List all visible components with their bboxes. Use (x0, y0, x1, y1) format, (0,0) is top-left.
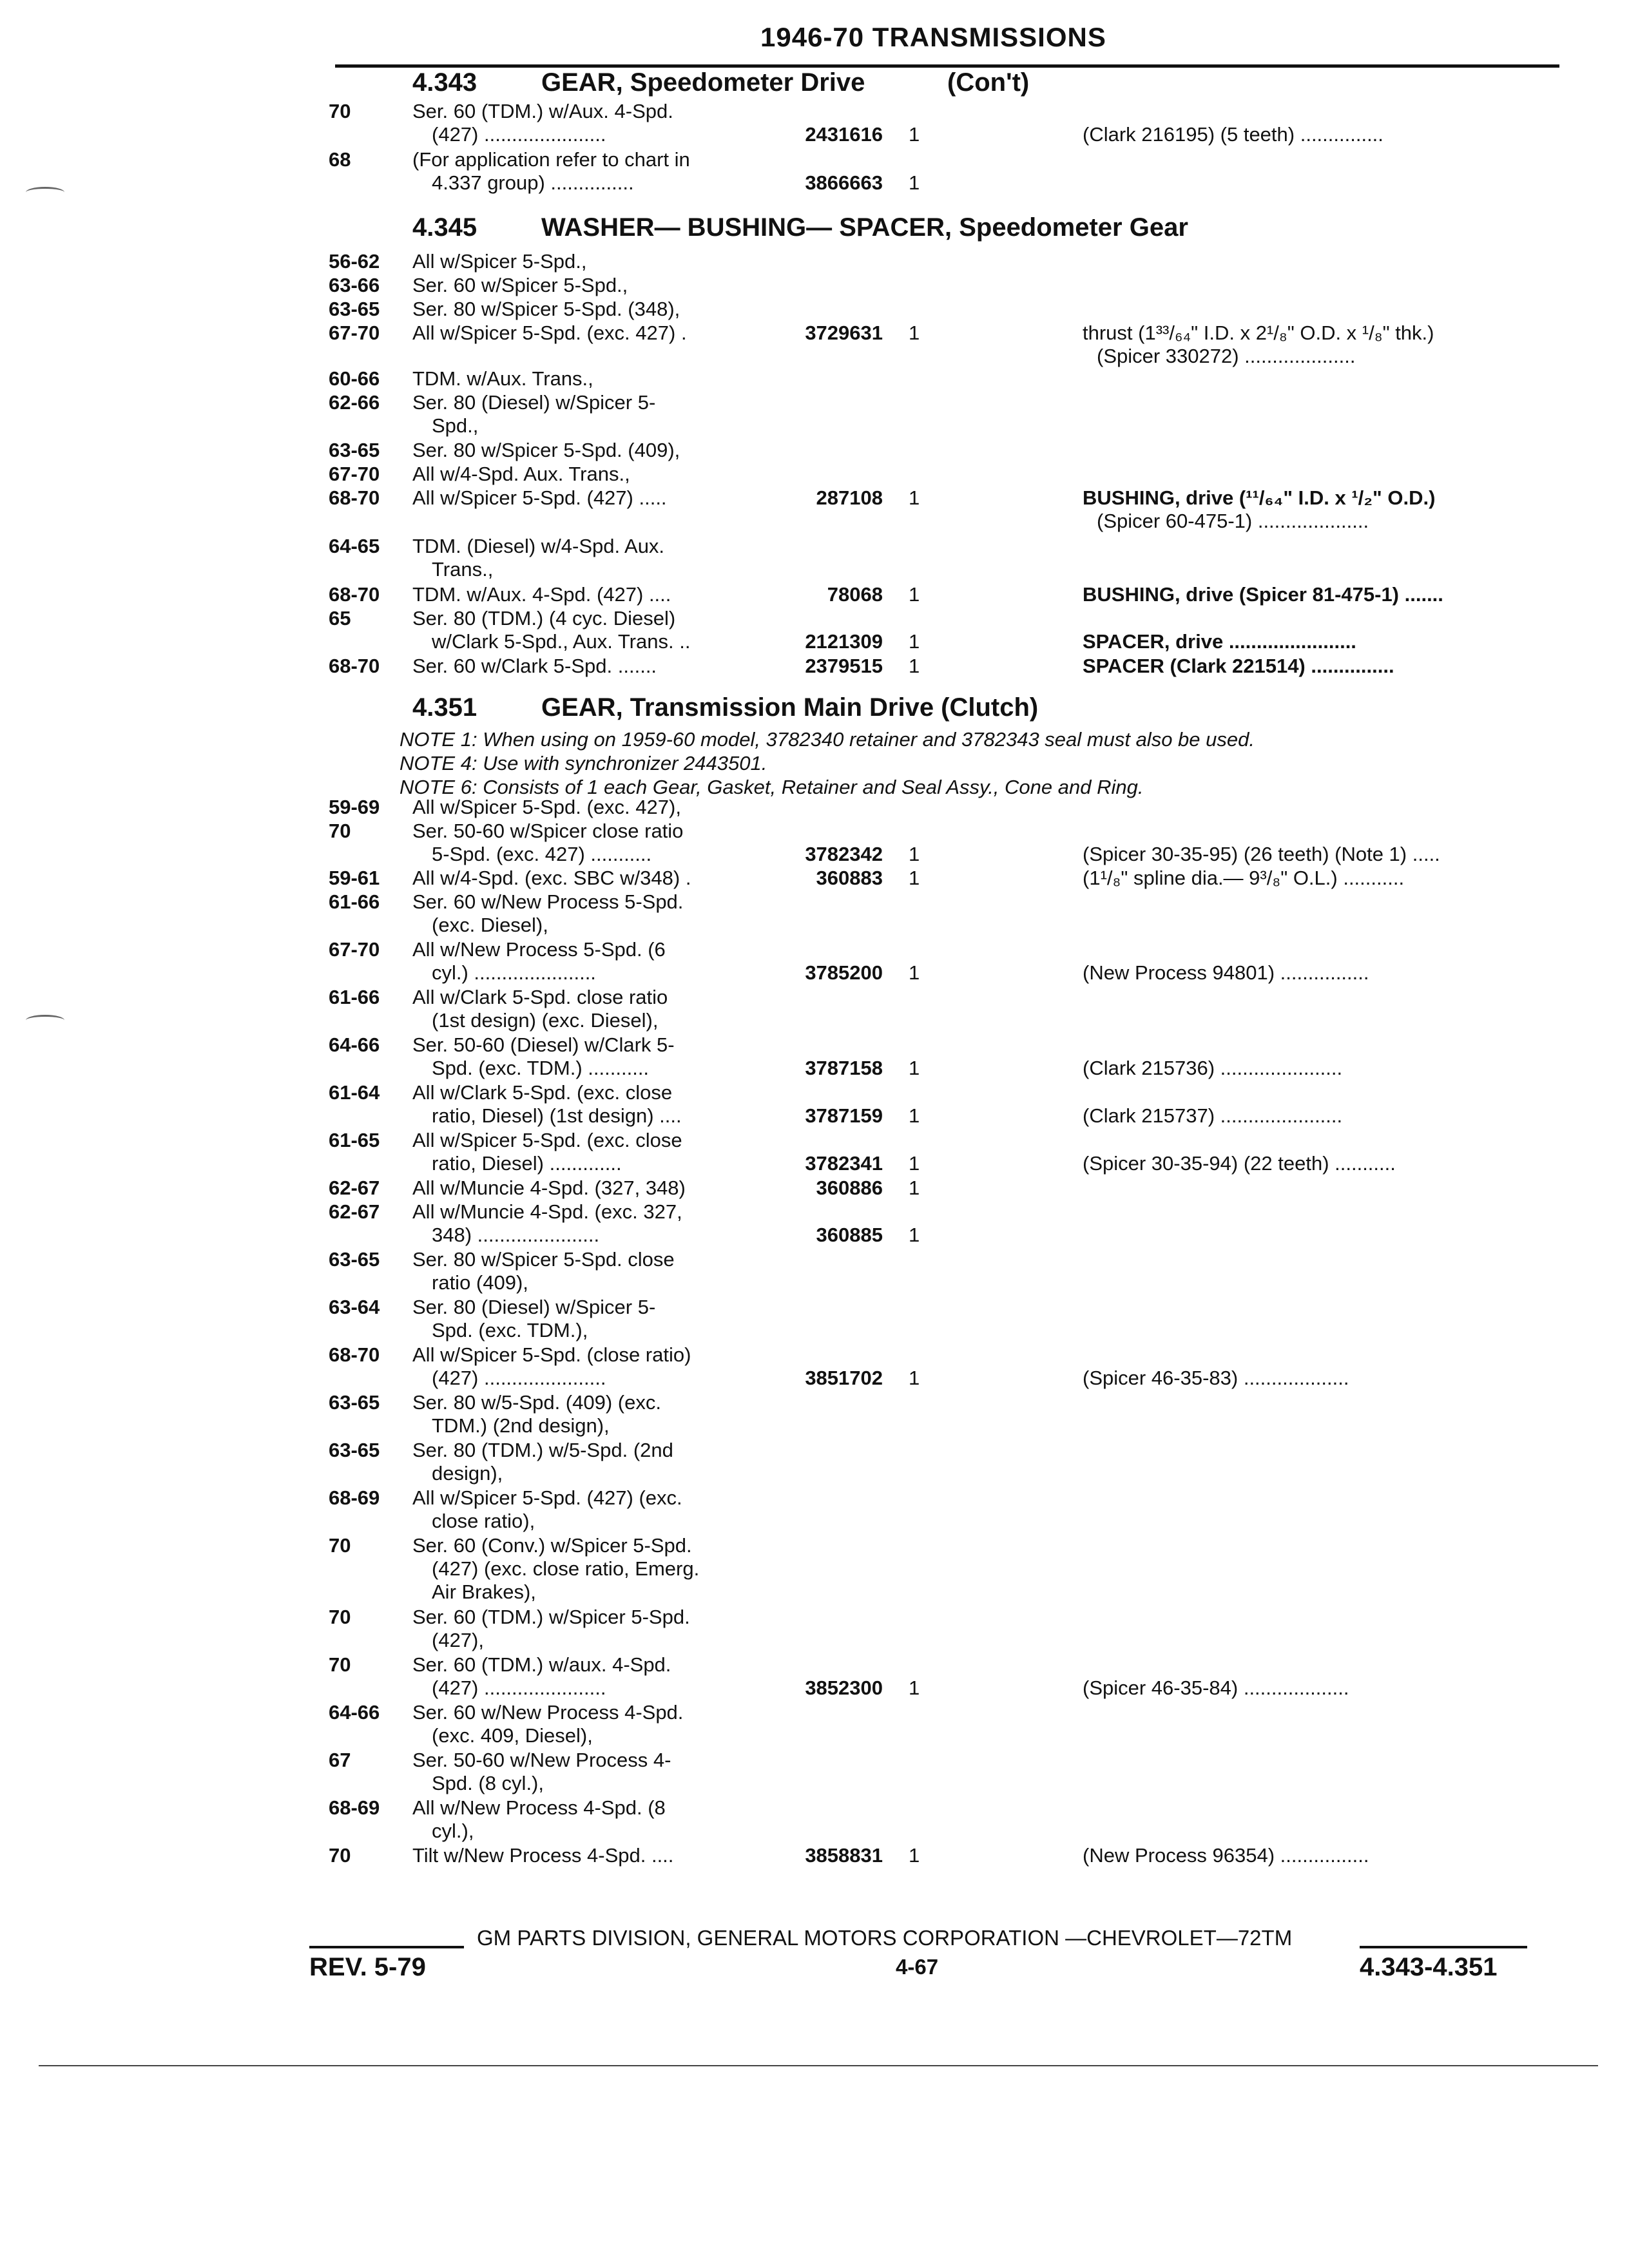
part-number: 360885 (816, 1224, 883, 1246)
part-number: 2379515 (805, 655, 883, 677)
application-description (412, 1701, 760, 1747)
quantity: 1 (909, 1844, 920, 1867)
model-years: 68-69 (329, 1796, 380, 1819)
description-line: All w/4-Spd. Aux. Trans., (412, 463, 630, 485)
model-years: 63-64 (329, 1296, 380, 1318)
description-line: (427) ...................... (432, 123, 606, 146)
footer-page-number: 4-67 (896, 1955, 939, 1979)
model-years: 56-62 (329, 250, 380, 273)
description-line: All w/Muncie 4-Spd. (327, 348) (412, 1177, 686, 1199)
remarks-line: (Spicer 30-35-94) (22 teeth) ........... (1083, 1152, 1396, 1175)
remarks-line: SPACER, drive ....................... (1083, 630, 1356, 653)
description-line: cyl.), (432, 1820, 474, 1842)
description-line: Ser. 50-60 (Diesel) w/Clark 5- (412, 1033, 675, 1056)
application-description (412, 867, 760, 890)
quantity: 1 (909, 1152, 920, 1175)
remarks-line: (Spicer 60-475-1) .................... (1097, 510, 1369, 532)
model-years: 68-70 (329, 583, 380, 606)
model-years: 60-66 (329, 367, 380, 390)
model-years: 68-70 (329, 1343, 380, 1366)
description-line: Ser. 60 (TDM.) w/Aux. 4-Spd. (412, 100, 673, 122)
remarks (1083, 1152, 1553, 1175)
description-line: Ser. 80 w/5-Spd. (409) (exc. (412, 1391, 661, 1414)
remarks-line: (New Process 96354) ................ (1083, 1844, 1369, 1867)
description-line: Spd. (exc. TDM.), (432, 1319, 588, 1341)
model-years: 70 (329, 1534, 351, 1557)
remarks (1083, 322, 1553, 368)
description-line: Trans., (432, 558, 494, 581)
description-line: All w/New Process 5-Spd. (6 (412, 938, 666, 961)
note-4: NOTE 4: Use with synchronizer 2443501. (400, 752, 767, 774)
model-years: 63-65 (329, 298, 380, 320)
part-number: 287108 (816, 486, 883, 509)
model-years: 67-70 (329, 322, 380, 344)
model-years: 67 (329, 1749, 351, 1771)
application-description (412, 367, 760, 390)
quantity: 1 (909, 961, 920, 984)
section-title: WASHER— BUSHING— SPACER, Speedometer Gear (541, 213, 1188, 242)
remarks-line: thrust (1³³/₆₄" I.D. x 2¹/₈" O.D. x ¹/₈" thk.) (1083, 322, 1434, 344)
application-description (412, 1439, 760, 1485)
model-years: 63-65 (329, 1248, 380, 1271)
application-description (412, 535, 760, 581)
application-description (412, 820, 760, 866)
bottom-edge-line (39, 2065, 1598, 2066)
model-years: 63-65 (329, 1439, 380, 1461)
description-line: Ser. 50-60 w/Spicer close ratio (412, 820, 684, 842)
part-number: 3785200 (805, 961, 883, 984)
remarks-line: BUSHING, drive (¹¹/₆₄" I.D. x ¹/₂" O.D.) (1083, 486, 1436, 509)
remarks (1083, 630, 1553, 653)
note-1: NOTE 1: When using on 1959-60 model, 3782340 retainer and 3782343 seal must also be used. (400, 728, 1255, 751)
remarks (1083, 123, 1553, 146)
quantity: 1 (909, 630, 920, 653)
remarks-line: (Spicer 30-35-95) (26 teeth) (Note 1) ..... (1083, 843, 1440, 865)
application-description (412, 486, 760, 510)
application-description (412, 1844, 760, 1867)
description-line: Ser. 60 w/Clark 5-Spd. ....... (412, 655, 657, 677)
remarks-line: (Spicer 46-35-83) ................... (1083, 1367, 1349, 1389)
description-line: w/Clark 5-Spd., Aux. Trans. .. (432, 630, 691, 653)
description-line: All w/Spicer 5-Spd. (close ratio) (412, 1343, 691, 1366)
model-years: 68-70 (329, 655, 380, 677)
part-number: 3851702 (805, 1367, 883, 1389)
quantity: 1 (909, 867, 920, 889)
model-years: 67-70 (329, 938, 380, 961)
description-line: 348) ...................... (432, 1224, 600, 1246)
part-number: 3782341 (805, 1152, 883, 1175)
quantity: 1 (909, 171, 920, 194)
model-years: 64-66 (329, 1033, 380, 1056)
description-line: All w/Spicer 5-Spd. (exc. close (412, 1129, 682, 1151)
application-description (412, 1248, 760, 1294)
remarks (1083, 583, 1553, 606)
quantity: 1 (909, 322, 920, 344)
remarks (1083, 867, 1553, 890)
application-description (412, 655, 760, 678)
model-years: 61-65 (329, 1129, 380, 1151)
part-number: 360883 (816, 867, 883, 889)
description-line: TDM. w/Aux. Trans., (412, 367, 593, 390)
model-years: 64-65 (329, 535, 380, 557)
quantity: 1 (909, 1057, 920, 1079)
description-line: Air Brakes), (432, 1581, 536, 1603)
model-years: 59-69 (329, 796, 380, 818)
description-line: (For application refer to chart in (412, 148, 690, 171)
section-title: GEAR, Transmission Main Drive (Clutch) (541, 693, 1039, 722)
remarks (1083, 1104, 1553, 1128)
application-description (412, 1534, 760, 1604)
section-title: GEAR, Speedometer Drive (541, 68, 865, 97)
description-line: TDM. (Diesel) w/4-Spd. Aux. (412, 535, 665, 557)
description-line: Tilt w/New Process 4-Spd. .... (412, 1844, 674, 1867)
description-line: 4.337 group) ............... (432, 171, 634, 194)
description-line: TDM.) (2nd design), (432, 1414, 610, 1437)
description-line: (427) ...................... (432, 1367, 606, 1389)
application-description (412, 1796, 760, 1843)
description-line: All w/Clark 5-Spd. (exc. close (412, 1081, 673, 1104)
application-description (412, 391, 760, 437)
application-description (412, 463, 760, 486)
description-line: Ser. 80 w/Spicer 5-Spd. (348), (412, 298, 680, 320)
application-description (412, 1081, 760, 1128)
quantity: 1 (909, 1677, 920, 1699)
page-header-title: 1946-70 TRANSMISSIONS (760, 22, 1106, 52)
description-line: All w/Clark 5-Spd. close ratio (412, 986, 668, 1008)
notes-block (400, 728, 1255, 800)
description-line: Ser. 60 (Conv.) w/Spicer 5-Spd. (412, 1534, 692, 1557)
application-description (412, 298, 760, 321)
remarks (1083, 1844, 1553, 1867)
model-years: 68 (329, 148, 351, 171)
application-description (412, 1129, 760, 1175)
description-line: (1st design) (exc. Diesel), (432, 1009, 659, 1032)
description-line: cyl.) ...................... (432, 961, 596, 984)
application-description (412, 1200, 760, 1247)
application-description (412, 1343, 760, 1390)
model-years: 70 (329, 1653, 351, 1676)
application-description (412, 1749, 760, 1795)
quantity: 1 (909, 486, 920, 509)
description-line: All w/4-Spd. (exc. SBC w/348) . (412, 867, 691, 889)
application-description (412, 274, 760, 297)
part-number: 3866663 (805, 171, 883, 194)
description-line: Ser. 60 w/New Process 4-Spd. (412, 1701, 684, 1724)
application-description (412, 148, 760, 195)
description-line: Ser. 80 w/Spicer 5-Spd. close (412, 1248, 675, 1271)
application-description (412, 986, 760, 1032)
description-line: ratio, Diesel) ............. (432, 1152, 622, 1175)
part-number: 78068 (827, 583, 883, 606)
remarks-line: SPACER (Clark 221514) ............... (1083, 655, 1394, 677)
description-line: Ser. 60 w/Spicer 5-Spd., (412, 274, 628, 296)
remarks-line: (Clark 216195) (5 teeth) ............... (1083, 123, 1383, 146)
description-line: Ser. 60 w/New Process 5-Spd. (412, 890, 684, 913)
description-line: ratio (409), (432, 1271, 528, 1294)
application-description (412, 890, 760, 937)
remarks-line: (Spicer 330272) .................... (1097, 345, 1356, 367)
footer-rule-right (1360, 1946, 1527, 1948)
model-years: 62-66 (329, 391, 380, 414)
remarks (1083, 1057, 1553, 1080)
description-line: (427) ...................... (432, 1677, 606, 1699)
application-description (412, 1296, 760, 1342)
description-line: close ratio), (432, 1510, 535, 1532)
remarks-line: (Clark 215736) ...................... (1083, 1057, 1343, 1079)
description-line: Ser. 80 (TDM.) w/5-Spd. (2nd (412, 1439, 673, 1461)
application-description (412, 1033, 760, 1080)
model-years: 70 (329, 1844, 351, 1867)
application-description (412, 1177, 760, 1200)
application-description (412, 607, 760, 653)
quantity: 1 (909, 1104, 920, 1127)
description-line: (exc. Diesel), (432, 914, 548, 936)
quantity: 1 (909, 1224, 920, 1246)
remarks-line: (Clark 215737) ...................... (1083, 1104, 1343, 1127)
margin-mark (26, 1015, 64, 1026)
remarks-line: (1¹/₈" spline dia.— 9³/₈" O.L.) ........... (1083, 867, 1405, 889)
part-number: 3787159 (805, 1104, 883, 1127)
model-years: 70 (329, 1606, 351, 1628)
quantity: 1 (909, 655, 920, 677)
part-number: 2121309 (805, 630, 883, 653)
remarks (1083, 961, 1553, 985)
model-years: 61-66 (329, 890, 380, 913)
model-years: 63-65 (329, 439, 380, 461)
description-line: All w/Spicer 5-Spd., (412, 250, 587, 273)
quantity: 1 (909, 1177, 920, 1199)
part-number: 3787158 (805, 1057, 883, 1079)
quantity: 1 (909, 583, 920, 606)
application-description (412, 1653, 760, 1700)
remarks-line: (New Process 94801) ................ (1083, 961, 1369, 984)
part-number: 3852300 (805, 1677, 883, 1699)
description-line: All w/New Process 4-Spd. (8 (412, 1796, 666, 1819)
section-number: 4.345 (412, 213, 477, 242)
description-line: design), (432, 1462, 503, 1485)
margin-mark (26, 187, 64, 198)
quantity: 1 (909, 123, 920, 146)
description-line: Ser. 80 w/Spicer 5-Spd. (409), (412, 439, 680, 461)
quantity: 1 (909, 1367, 920, 1389)
application-description (412, 322, 760, 345)
part-number: 3858831 (805, 1844, 883, 1867)
model-years: 62-67 (329, 1200, 380, 1223)
description-line: Ser. 80 (TDM.) (4 cyc. Diesel) (412, 607, 676, 629)
footer-section-range: 4.343-4.351 (1360, 1953, 1498, 1981)
description-line: All w/Spicer 5-Spd. (exc. 427) . (412, 322, 687, 344)
model-years: 63-66 (329, 274, 380, 296)
description-line: (427) (exc. close ratio, Emerg. (432, 1557, 700, 1580)
description-line: Ser. 60 (TDM.) w/Spicer 5-Spd. (412, 1606, 690, 1628)
model-years: 68-70 (329, 486, 380, 509)
description-line: ratio, Diesel) (1st design) .... (432, 1104, 682, 1127)
note-6: NOTE 6: Consists of 1 each Gear, Gasket, Retainer and Seal Assy., Cone and Ring. (400, 776, 1144, 798)
application-description (412, 1486, 760, 1533)
model-years: 64-66 (329, 1701, 380, 1724)
footer-rule-left (309, 1946, 464, 1948)
model-years: 61-66 (329, 986, 380, 1008)
part-number: 3782342 (805, 843, 883, 865)
remarks (1083, 1677, 1553, 1700)
section-number: 4.343 (412, 68, 477, 97)
part-number: 360886 (816, 1177, 883, 1199)
application-description (412, 796, 760, 819)
quantity: 1 (909, 843, 920, 865)
description-line: Spd. (exc. TDM.) ........... (432, 1057, 650, 1079)
model-years: 59-61 (329, 867, 380, 889)
remarks-line: BUSHING, drive (Spicer 81-475-1) ....... (1083, 583, 1443, 606)
application-description (412, 250, 760, 273)
description-line: Ser. 50-60 w/New Process 4- (412, 1749, 671, 1771)
model-years: 70 (329, 100, 351, 122)
model-years: 62-67 (329, 1177, 380, 1199)
description-line: Ser. 60 (TDM.) w/aux. 4-Spd. (412, 1653, 671, 1676)
footer-corp-text: GM PARTS DIVISION, GENERAL MOTORS CORPORATION —CHEVROLET—72TM (477, 1926, 1293, 1950)
description-line: All w/Spicer 5-Spd. (427) ..... (412, 486, 667, 509)
remarks-line: (Spicer 46-35-84) ................... (1083, 1677, 1349, 1699)
application-description (412, 439, 760, 462)
part-number: 2431616 (805, 123, 883, 146)
model-years: 65 (329, 607, 351, 629)
remarks (1083, 843, 1553, 866)
description-line: Ser. 80 (Diesel) w/Spicer 5- (412, 1296, 656, 1318)
model-years: 63-65 (329, 1391, 380, 1414)
remarks (1083, 655, 1553, 678)
application-description (412, 938, 760, 985)
application-description (412, 100, 760, 146)
part-number: 3729631 (805, 322, 883, 344)
description-line: All w/Spicer 5-Spd. (exc. 427), (412, 796, 681, 818)
application-description (412, 1391, 760, 1437)
remarks (1083, 1367, 1553, 1390)
footer-rev: REV. 5-79 (309, 1953, 426, 1981)
description-line: (exc. 409, Diesel), (432, 1724, 593, 1747)
description-line: Spd. (8 cyl.), (432, 1772, 544, 1794)
application-description (412, 583, 760, 606)
section-number: 4.351 (412, 693, 477, 722)
model-years: 70 (329, 820, 351, 842)
description-line: (427), (432, 1629, 484, 1651)
application-description (412, 1606, 760, 1652)
model-years: 61-64 (329, 1081, 380, 1104)
description-line: 5-Spd. (exc. 427) ........... (432, 843, 652, 865)
remarks (1083, 486, 1553, 533)
description-line: All w/Spicer 5-Spd. (427) (exc. (412, 1486, 682, 1509)
model-years: 68-69 (329, 1486, 380, 1509)
description-line: Spd., (432, 414, 479, 437)
description-line: Ser. 80 (Diesel) w/Spicer 5- (412, 391, 656, 414)
header-rule (335, 64, 1559, 68)
description-line: All w/Muncie 4-Spd. (exc. 327, (412, 1200, 682, 1223)
section-continued: (Con't) (947, 68, 1030, 97)
model-years: 67-70 (329, 463, 380, 485)
description-line: TDM. w/Aux. 4-Spd. (427) .... (412, 583, 671, 606)
